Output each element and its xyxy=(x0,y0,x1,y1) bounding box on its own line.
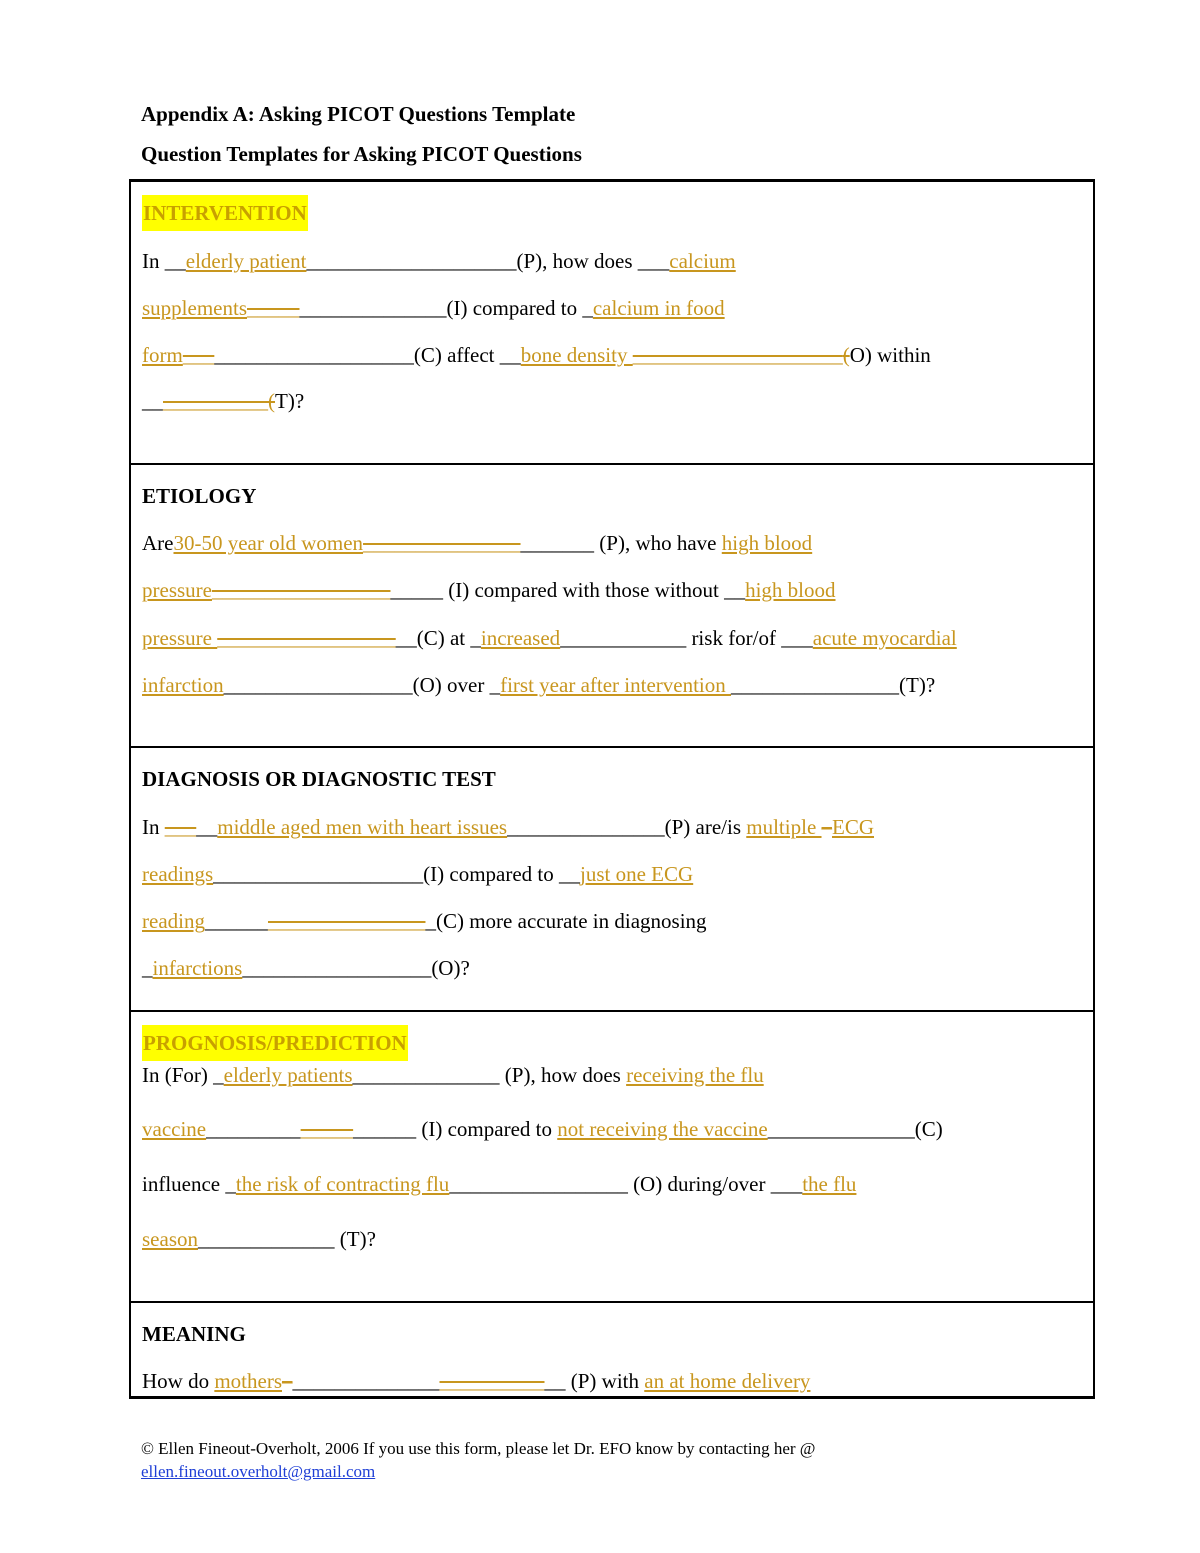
diagnosis-heading: DIAGNOSIS OR DIAGNOSTIC TEST xyxy=(142,767,496,791)
prognosis-line-2: vaccine____________________ (I) compared to not receiving the vaccine______________(C) xyxy=(142,1117,943,1141)
meaning-section xyxy=(129,1301,1095,1399)
etiology-line-4: infarction__________________(O) over _first year after intervention ________________(T)? xyxy=(142,673,936,697)
page-subtitle: Question Templates for Asking PICOT Questions xyxy=(141,142,582,166)
meaning-heading: MEANING xyxy=(142,1322,246,1346)
intervention-line-3: form______________________(C) affect __bone density ____________________(O) within xyxy=(142,343,931,367)
prognosis-section xyxy=(129,1010,1095,1303)
diagnosis-line-2: readings____________________(I) compared to __just one ECG xyxy=(142,862,694,886)
diagnosis-line-3: reading______________________(C) more accurate in diagnosing xyxy=(142,909,707,933)
etiology-line-3: pressure ___________________(C) at _increased____________ risk for/of ___acute myocardial xyxy=(142,626,957,650)
etiology-section xyxy=(129,463,1095,748)
meaning-line-1: How do mothers–__________________________ (P) with an at home delivery xyxy=(142,1369,811,1393)
prognosis-line-4: season_____________ (T)? xyxy=(142,1227,376,1251)
diagnosis-line-1: In _____middle aged men with heart issues_______________(P) are/is multiple –ECG xyxy=(142,815,875,839)
page-title: Appendix A: Asking PICOT Questions Template xyxy=(141,102,576,126)
diagnosis-section xyxy=(129,746,1095,1012)
intervention-line-1: In __elderly patient____________________(P), how does ___calcium xyxy=(142,249,736,273)
etiology-line-1: Are30-50 year old women______________________ (P), who have high blood xyxy=(142,531,813,555)
etiology-line-2: pressure______________________ (I) compared with those without __high blood xyxy=(142,578,836,602)
intervention-section xyxy=(129,179,1095,465)
etiology-heading: ETIOLOGY xyxy=(142,484,257,508)
intervention-heading: INTERVENTION xyxy=(142,195,308,231)
diagnosis-line-4: _infarctions__________________(O)? xyxy=(142,956,470,980)
prognosis-heading: PROGNOSIS/PREDICTION xyxy=(142,1025,408,1061)
contact-email-link[interactable]: ellen.fineout.overholt@gmail.com xyxy=(141,1462,376,1481)
prognosis-line-1: In (For) _elderly patients______________ (P), how does receiving the flu xyxy=(142,1063,764,1087)
intervention-line-2: supplements___________________(I) compared to _calcium in food xyxy=(142,296,725,320)
copyright-notice: © Ellen Fineout-Overholt, 2006 If you use this form, please let Dr. EFO know by contacting her @ xyxy=(141,1439,816,1458)
prognosis-line-3: influence _the risk of contracting flu_________________ (O) during/over ___the flu xyxy=(142,1172,857,1196)
intervention-line-4: ____________(T)? xyxy=(142,389,305,413)
